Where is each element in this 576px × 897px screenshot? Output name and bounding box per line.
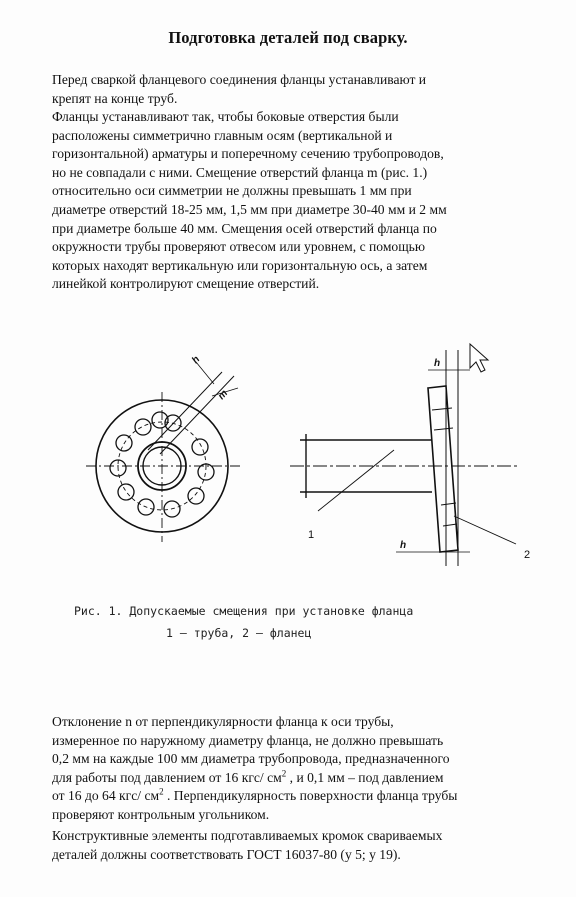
text-line: диаметре отверстий 18-25 мм, 1,5 мм при диаметре 30-40 мм и 2 мм: [52, 201, 447, 217]
label-flange-number: 2: [524, 549, 531, 561]
text-line: [52, 769, 552, 788]
paragraph-perpendicularity: [52, 713, 552, 825]
label-pipe-number: 1: [308, 529, 315, 541]
figure-flange-displacement: [0, 330, 576, 600]
paragraph-intro: [52, 71, 552, 108]
paragraph-flange-alignment: [52, 108, 552, 294]
flange-side-view: [290, 344, 520, 566]
figure-caption: Рис. 1. Допускаемые смещения при установке фланца: [74, 604, 414, 618]
paragraph-gost: [52, 827, 552, 864]
label-h-bottom: h: [400, 540, 407, 551]
text-line: Перед сваркой фланцевого соединения фланцы устанавливают и: [52, 72, 427, 87]
leader-pipe: [318, 450, 394, 511]
flange-front-view: [86, 362, 240, 542]
text-line: линейкой контролируют смещение отверстий.: [52, 276, 320, 292]
text-line: при диаметре больше 40 мм. Смещения осей отверстий фланца по: [52, 220, 437, 236]
text-line: Конструктивные элементы подготавливаемых кромок свариваемых: [52, 828, 443, 843]
flange-body: [428, 386, 458, 552]
text-line: 0,2 мм на каждые 100 мм диаметра трубопровода, предназначенного: [52, 751, 450, 767]
label-m: m: [216, 388, 231, 403]
label-h-top: h: [434, 358, 441, 369]
mouse-cursor-icon: [470, 344, 488, 372]
text-line: расположены симметрично главным осям (вертикальной и: [52, 127, 393, 143]
bolt-hole: [135, 419, 151, 435]
text-line: проверяют контрольным угольником.: [52, 806, 270, 822]
superscript: 2: [281, 768, 287, 779]
superscript: 2: [159, 786, 164, 797]
leader-flange: [454, 516, 516, 544]
flange-hatch: [441, 503, 456, 505]
text-fragment: для работы под давлением от 16 кгс/ см: [52, 769, 282, 785]
text-fragment: . Перпендикулярность поверхности фланца трубы: [163, 788, 458, 804]
text-line: деталей должны соответствовать ГОСТ 16037-80 (у 5; у 19).: [52, 846, 401, 862]
text-line: но не совпадали с ними. Смещение отверстий фланца m (рис. 1.): [52, 164, 428, 180]
bolt-hole: [188, 488, 204, 504]
flange-hatch: [443, 524, 457, 526]
page-title: Подготовка деталей под сварку.: [168, 28, 408, 47]
bolt-hole: [118, 484, 134, 500]
text-line: измеренное по наружному диаметру фланца, не должно превышать: [52, 732, 444, 748]
text-line: крепят на конце труб.: [52, 90, 178, 106]
text-line: окружности трубы проверяют отвесом или уровнем, с помощью: [52, 239, 426, 255]
bolt-hole: [192, 439, 208, 455]
text-line: Отклонение n от перпендикулярности фланца к оси трубы,: [52, 714, 394, 729]
text-line: которых находят вертикальную или горизонтальную ось, а затем: [52, 257, 428, 273]
text-line: горизонтальной) арматуры и поперечному сечению трубопроводов,: [52, 146, 444, 162]
text-fragment: от 16 до 64 кгс/ см: [52, 788, 160, 804]
text-line: Фланцы устанавливают так, чтобы боковые отверстия были: [52, 109, 399, 124]
flange-hatch: [434, 428, 453, 430]
text-line: [52, 787, 552, 806]
flange-hatch: [432, 408, 452, 410]
figure-legend: 1 – труба, 2 – фланец: [166, 626, 312, 640]
text-fragment: , и 0,1 мм – под давлением: [286, 769, 444, 785]
text-line: относительно оси симметрии не должны превышать 1 мм при: [52, 183, 412, 199]
hole-axis-line: [148, 372, 222, 450]
label-h-rotated: h: [190, 354, 203, 367]
flange-drawing: [0, 330, 576, 600]
